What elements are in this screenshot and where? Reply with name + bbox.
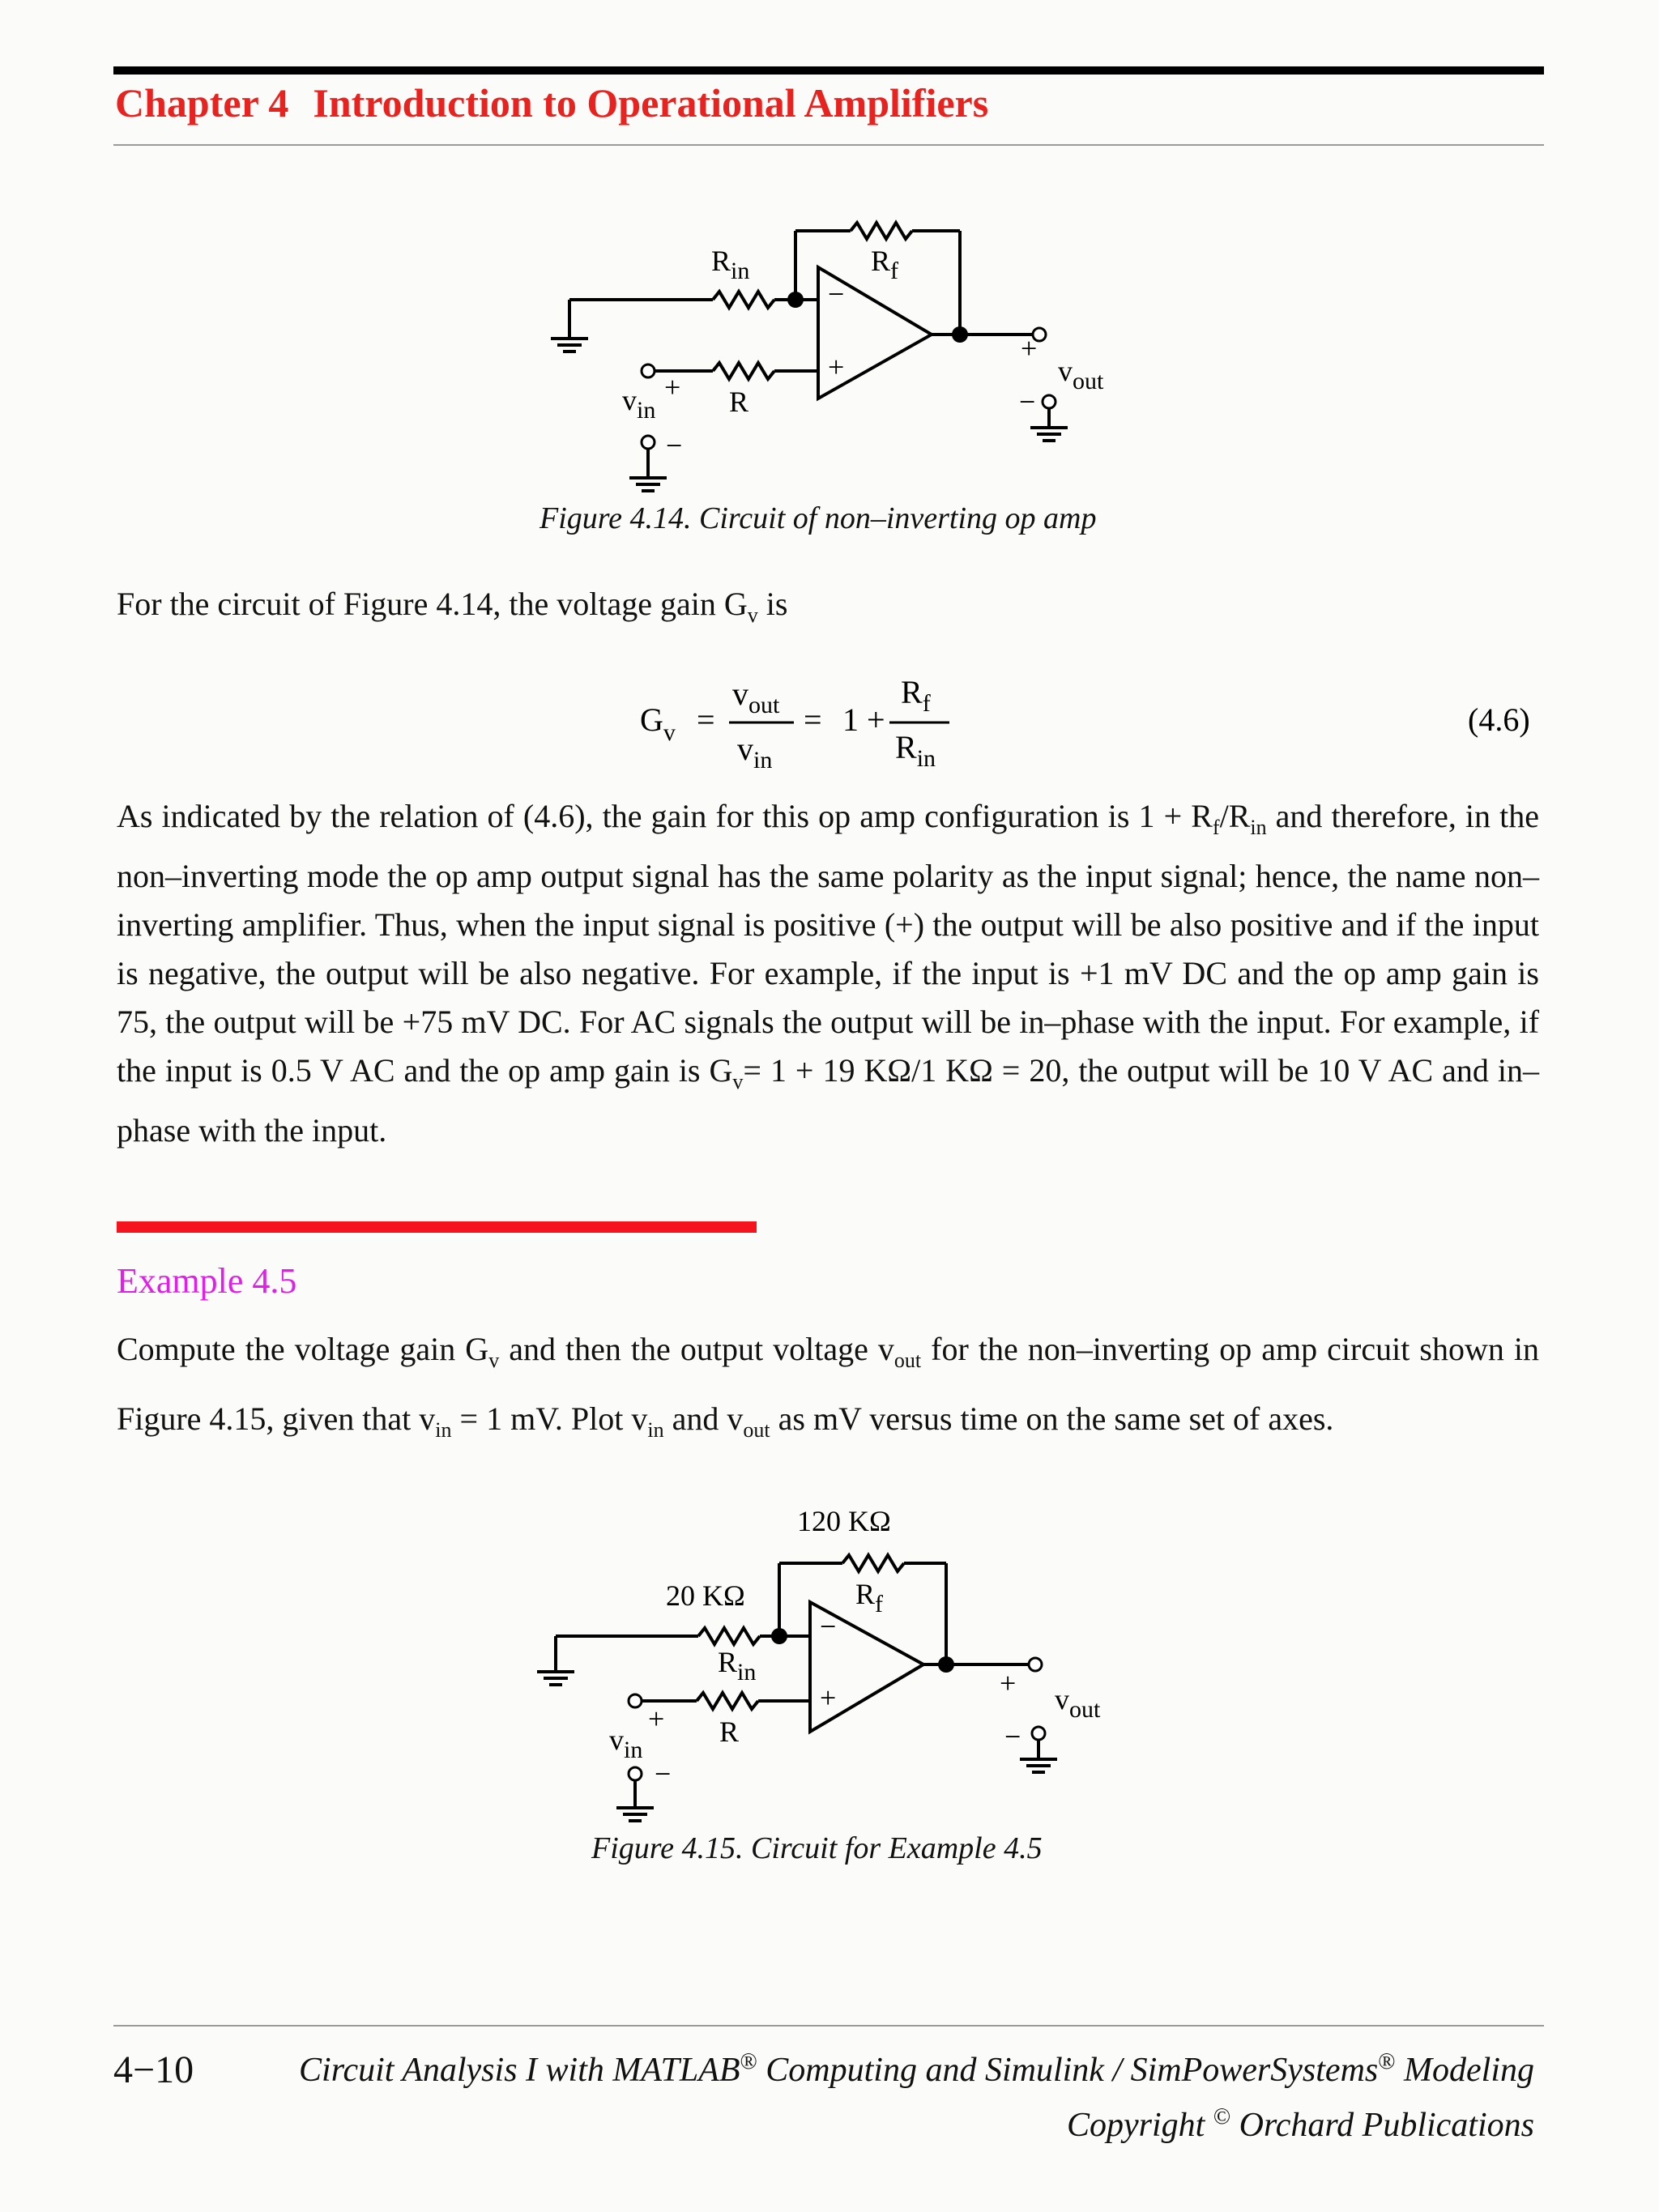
example-divider-bar <box>117 1221 757 1233</box>
r-label: R <box>719 1715 740 1748</box>
noninverting-input-sign: + <box>828 351 845 383</box>
r-label: R <box>729 386 749 418</box>
svg-text:Rf: $R_f$ <box>901 674 931 717</box>
page-number: 4−10 <box>113 2048 194 2091</box>
vin-label: $v_{in}$ <box>609 1724 643 1763</box>
svg-text:=: = <box>697 701 715 738</box>
vout-minus: − <box>1004 1720 1021 1753</box>
figure-4-15-caption: Figure 4.15. Circuit for Example 4.5 <box>591 1831 1043 1865</box>
figure-4-15-circuit <box>0 1498 1659 1871</box>
rin-label: $R_{in}$ <box>711 245 750 284</box>
figure-4-14-circuit <box>0 0 1659 567</box>
chapter-title: Introduction to Operational Amplifiers <box>313 80 989 126</box>
book-title: Circuit Analysis I with MATLAB® Computing and Simulink / SimPowerSystems® Modeling <box>299 2049 1534 2089</box>
vout-label: $v_{out}$ <box>1055 1683 1101 1723</box>
equation-number: (4.6) <box>1468 701 1530 738</box>
vout-minus: − <box>1019 386 1036 418</box>
svg-text:vin: $v_{in}$ <box>737 731 773 774</box>
intro-text: For the circuit of Figure 4.14, the voltage gain $G_v$ is <box>117 586 788 627</box>
svg-text:vout: $v_{out}$ <box>732 676 780 718</box>
vin-minus: − <box>655 1758 672 1790</box>
svg-text:Gv: $G_v$ <box>640 701 676 746</box>
example-text: Compute the voltage gain $G_v$ and then the output voltage $v_{out}$ for the non–inverting op amp circuit shown in Figure 4.15, given that $v_{in} = 1$ mV. Plot $v_{in}$ and $v_{out}$ as mV versus time on the same set of axes. <box>117 1331 1539 1442</box>
svg-text:Rin: $R_{in}$ <box>895 729 936 772</box>
inverting-input-sign: − <box>820 1610 837 1643</box>
svg-text:=: = <box>804 701 822 738</box>
rf-label: $R_f$ <box>871 245 899 284</box>
rin-value-label: 20 KΩ <box>666 1579 745 1612</box>
figure-4-14-caption: Figure 4.14. Circuit of non–inverting op amp <box>539 501 1097 535</box>
rin-label: $R_{in}$ <box>718 1646 757 1686</box>
vout-plus: + <box>1000 1667 1017 1699</box>
rf-value-label: 120 KΩ <box>797 1505 891 1537</box>
inverting-input-sign: − <box>828 278 845 310</box>
explanation-paragraph: As indicated by the relation of (4.6), the gain for this op amp configuration is $1 + R_f/R_{in}$ and therefore, in the non–inverting mode the op amp output signal has the same polarity as the input signal; hence, the name non–inverting amplifier. Thus, when the input signal is positive (+) the output will be also positive and if the input is negative, the output will be also negative. For example, if the input is +1 mV DC and the op amp gain is 75, the output will be +75 mV DC. For AC signals the output will be in–phase with the input. For example, if the input is 0.5 V AC and the op amp gain is $G_v= 1 + 19$ KΩ/1 KΩ = 20, the output will be 10 V AC and in–phase with the input. <box>117 798 1540 1149</box>
vin-plus: + <box>648 1703 665 1735</box>
vin-minus: − <box>666 429 683 462</box>
example-title: Example 4.5 <box>117 1261 297 1301</box>
vout-plus: + <box>1021 332 1038 364</box>
equation-4-6 <box>0 664 1659 778</box>
copyright-line: Copyright © Orchard Publications <box>1067 2104 1534 2144</box>
vout-label: $v_{out}$ <box>1058 355 1104 394</box>
vin-plus: + <box>664 371 681 403</box>
rf-label: $R_f$ <box>855 1578 884 1617</box>
footer-divider <box>113 2025 1544 2027</box>
noninverting-input-sign: + <box>820 1681 837 1714</box>
chapter-label: Chapter 4 <box>115 80 289 126</box>
svg-text:1 +: 1 + <box>842 701 885 738</box>
vin-label: $v_{in}$ <box>622 384 656 424</box>
